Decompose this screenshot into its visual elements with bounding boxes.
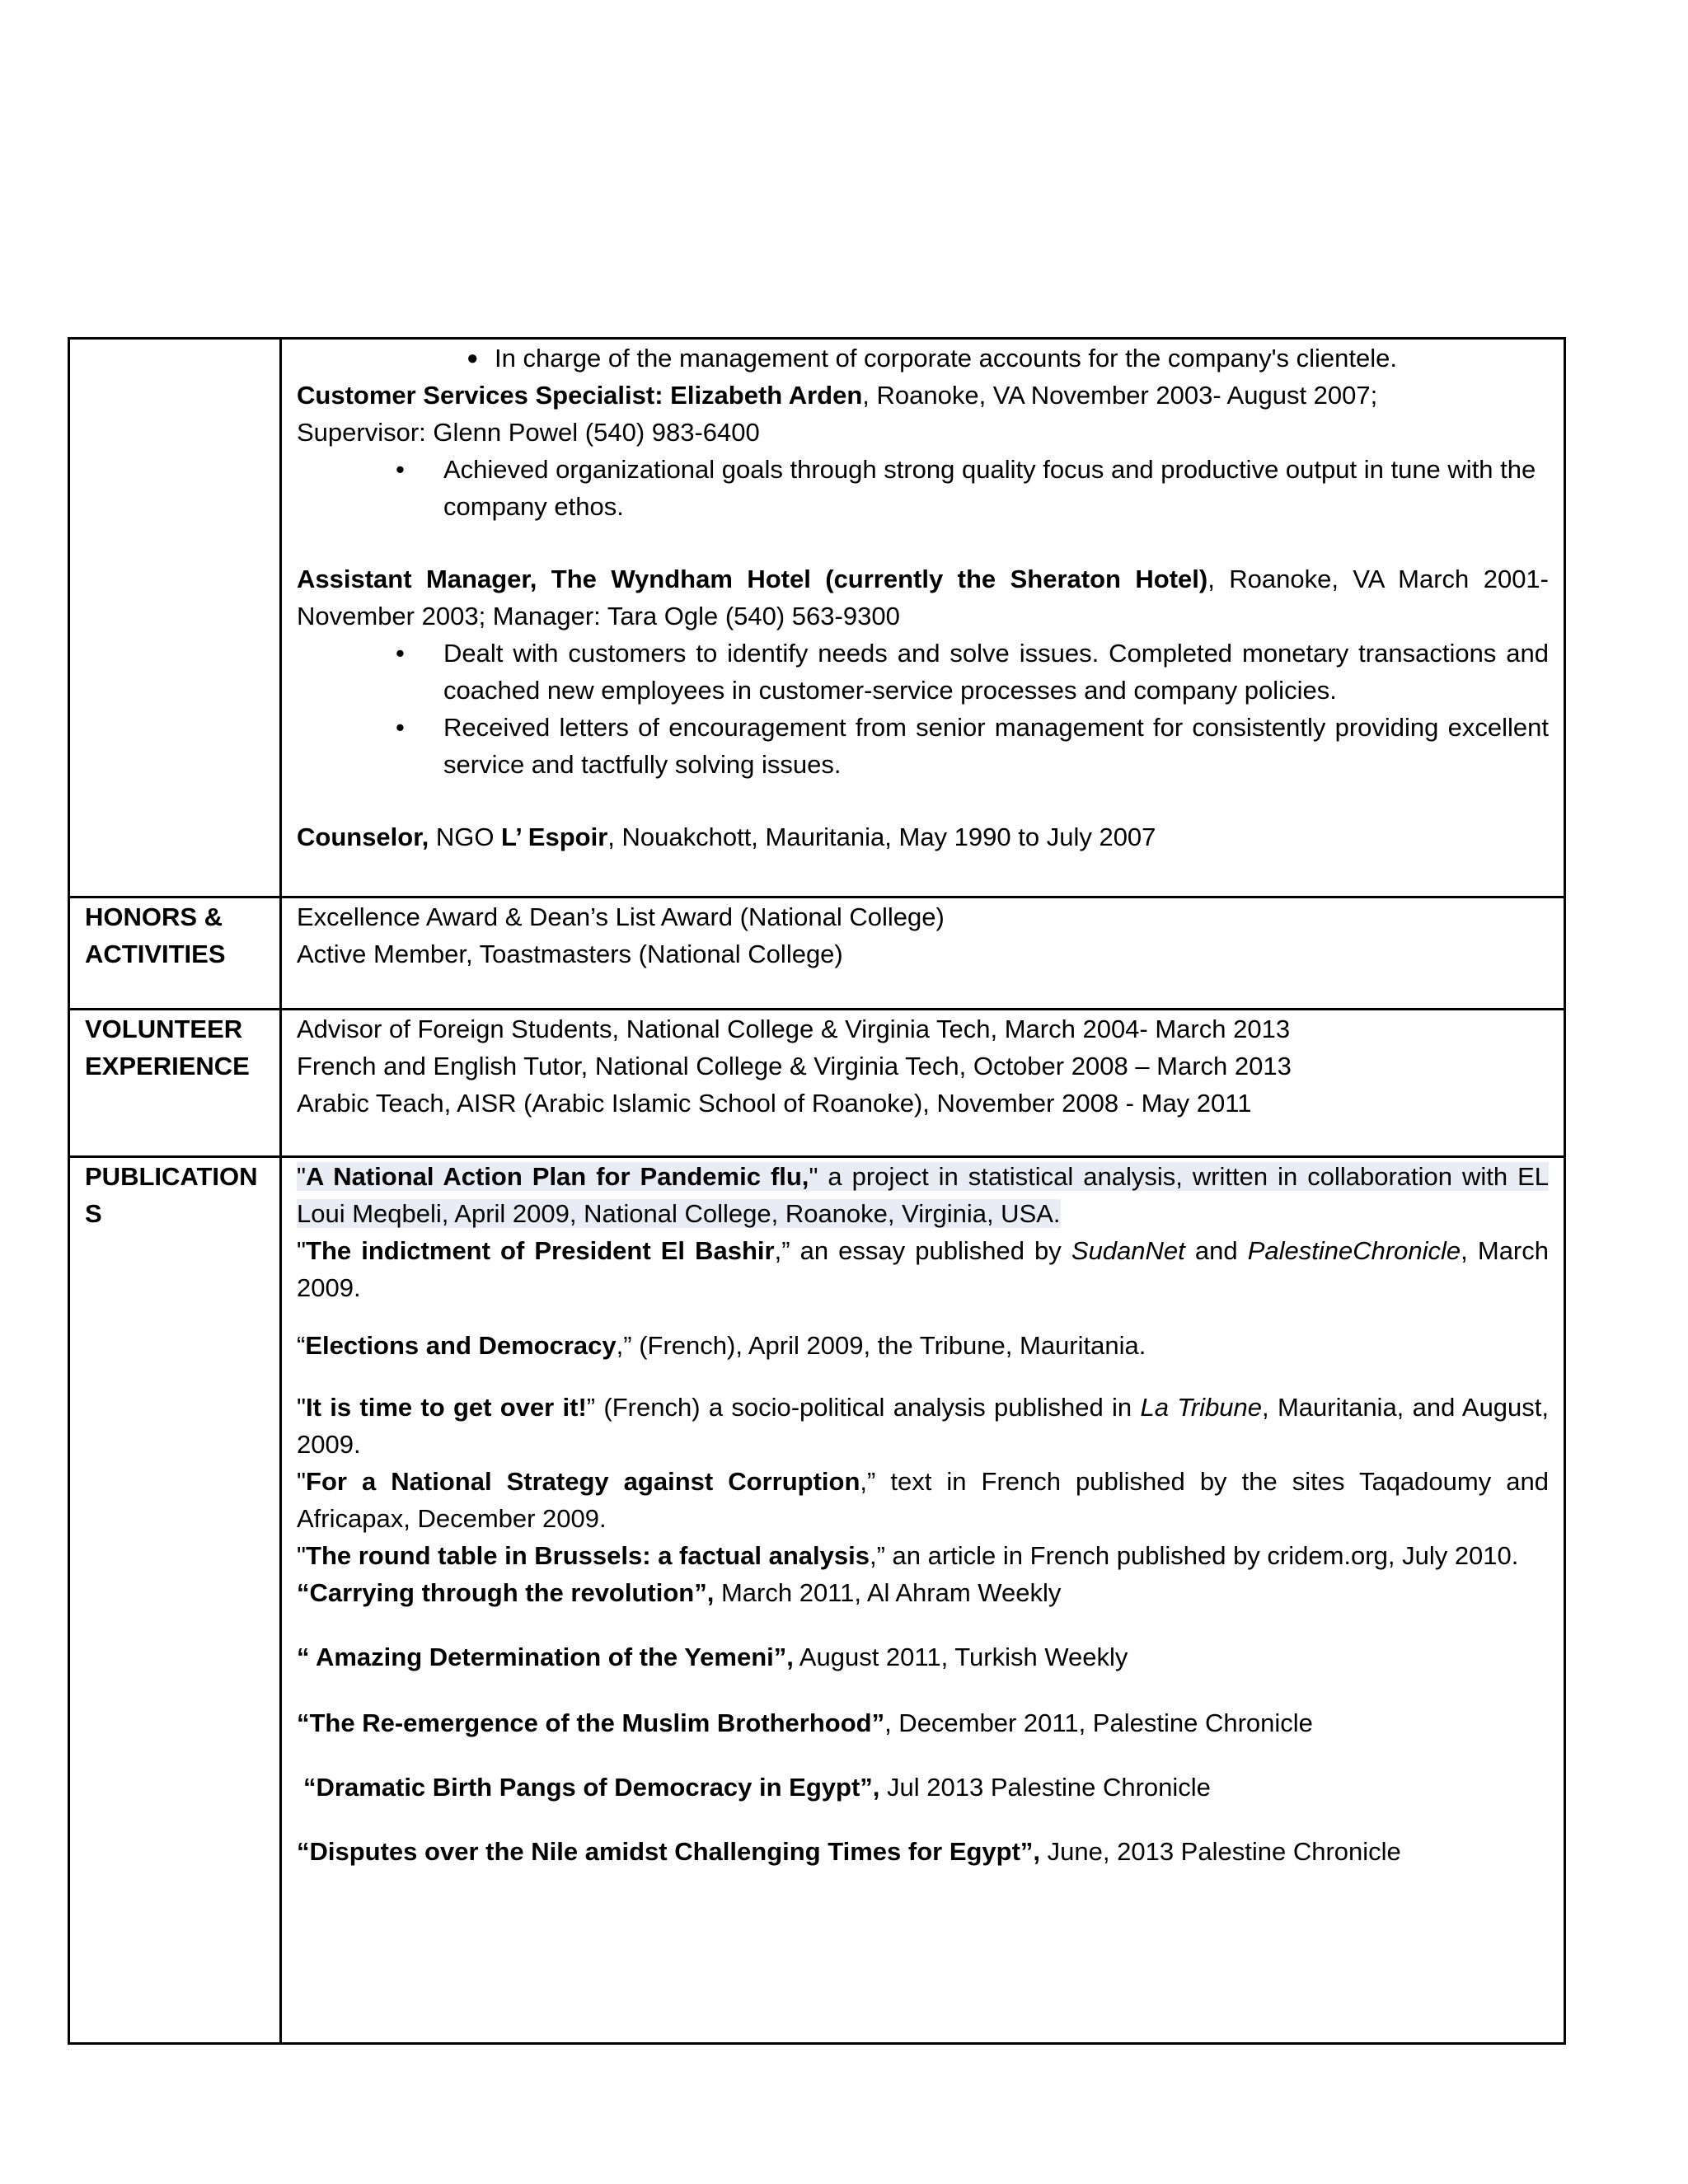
job1-bullets [297,451,1549,525]
publications-content [281,1157,1565,2044]
experience-row [69,339,1565,898]
list-item: French and English Tutor, National College & Virginia Tech, October 2008 – March 2013 [297,1052,1292,1080]
experience-content [281,339,1565,898]
list-item: Excellence Award & Dean’s List Award (National College) [297,902,945,931]
volunteer-row [69,1010,1565,1157]
honors-label: HONORS & ACTIVITIES [69,898,281,1010]
publication-item: “The Re-emergence of the Muslim Brotherhood”, December 2011, Palestine Chronicle [297,1708,1313,1737]
job-title: Customer Services Specialist: Elizabeth Arden [297,381,863,410]
list-item: Advisor of Foreign Students, National College & Virginia Tech, March 2004- March 2013 [297,1015,1291,1043]
list-item: Active Member, Toastmasters (National College) [297,940,843,968]
job-title: Counselor, [297,823,429,851]
job-heading: Counselor, NGO L’ Espoir, Nouakchott, Mauritania, May 1990 to July 2007 [297,823,1156,851]
volunteer-label: VOLUNTEER EXPERIENCE [69,1010,281,1157]
publications-row [69,1157,1565,2044]
publication-item: “Dramatic Birth Pangs of Democracy in Egypt”, Jul 2013 Palestine Chronicle [303,1773,1211,1802]
publication-item: “Elections and Democracy,” (French), April 2009, the Tribune, Mauritania. [297,1331,1146,1360]
publication-item: "It is time to get over it!” (French) a socio-political analysis published in La Tribune, Mauritania, and August, 2009. [297,1393,1550,1459]
volunteer-content [281,1010,1565,1157]
job-supervisor: Supervisor: Glenn Powel (540) 983-6400 [297,418,760,447]
job-details: , Nouakchott, Mauritania, May 1990 to July 2007 [607,823,1156,851]
org-name: L’ Espoir [501,823,608,851]
honors-content [281,898,1565,1010]
publication-item: "The round table in Brussels: a factual analysis,” an article in French published by cridem.org, July 2010. [297,1541,1519,1570]
publication-item [297,1158,1549,1232]
bullet-item: • Received letters of encouragement from senior management for consistently providing excellent service and tactfully solving issues. [443,709,1549,783]
list-item: Arabic Teach, AISR (Arabic Islamic School of Roanoke), November 2008 - May 2011 [297,1089,1252,1118]
job-details: , Roanoke, VA March 2001-November 2003; Manager: Tara Ogle (540) 563-9300 [297,565,1549,630]
job-details: , Roanoke, VA November 2003- August 2007; [862,381,1378,410]
publication-item: “Carrying through the revolution”, March 2011, Al Ahram Weekly [297,1578,1062,1607]
job-title: Assistant Manager, The Wyndham Hotel (currently the Sheraton Hotel) [297,565,1208,593]
job-heading [297,377,1549,414]
job2-bullets [297,635,1549,783]
highlighted-text: "A National Action Plan for Pandemic flu," a project in statistical analysis, written in collaboration with EL Loui Meqbeli, April 2009, National College, Roanoke, Virginia, USA. [297,1162,1549,1228]
bullet-item: • Achieved organizational goals through strong quality focus and productive output in tune with the company ethos. [443,451,1549,525]
publication-item: “Disputes over the Nile amidst Challenging Times for Egypt”, June, 2013 Palestine Chronicle [297,1837,1401,1866]
honors-row [69,898,1565,1010]
publication-item: "The indictment of President El Bashir,” an essay published by SudanNet and PalestineChronicle, March 2009. [297,1236,1549,1302]
publication-item: "For a National Strategy against Corruption,” text in French published by the sites Taqadoumy and Africapax, December 2009. [297,1467,1549,1533]
bullet-item: • Dealt with customers to identify needs and solve issues. Completed monetary transactions and coached new employees in customer-service processes and company policies. [443,635,1549,709]
experience-label-cell [69,339,281,898]
publication-item: “ Amazing Determination of the Yemeni”, August 2011, Turkish Weekly [297,1643,1128,1671]
experience-intro-bullets [297,340,1549,377]
publications-label: PUBLICATION S [69,1157,281,2044]
resume-table [68,337,1566,2045]
bullet-item: ● In charge of the management of corporate accounts for the company's clientele. [495,340,1549,377]
job-heading [297,560,1549,635]
